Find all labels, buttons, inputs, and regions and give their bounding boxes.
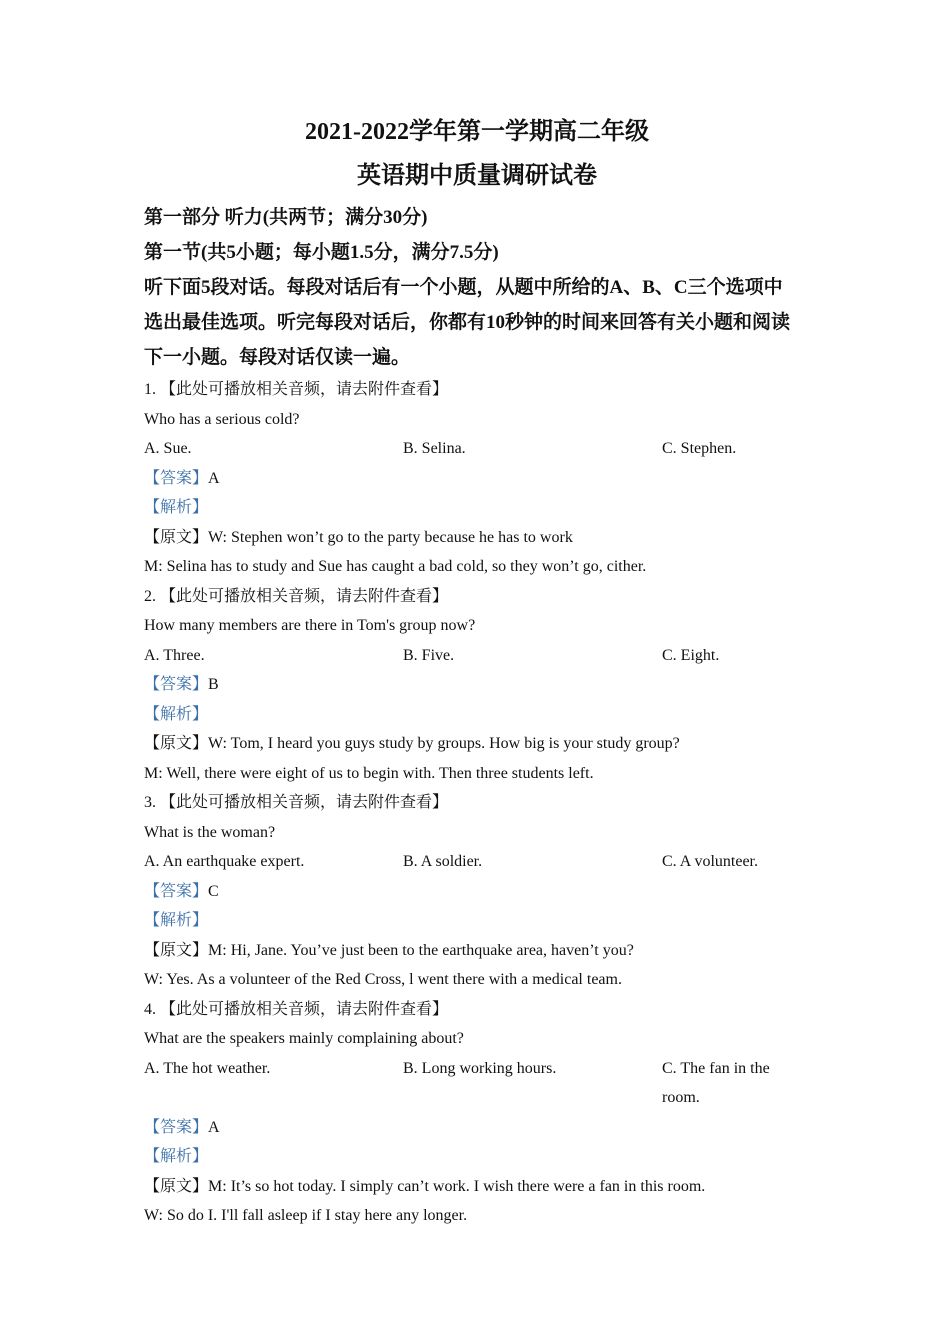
analysis-line	[144, 1142, 810, 1172]
instruction-line: 选出最佳选项。听完每段对话后，你都有10秒钟的时间来回答有关小题和阅读	[144, 312, 791, 333]
option-c: C. Eight.	[662, 646, 720, 664]
option-c: C. A volunteer.	[662, 853, 758, 870]
transcript-label: 【原文】	[144, 735, 209, 752]
question-block	[144, 788, 810, 995]
option-a: A. An earthquake expert.	[144, 853, 305, 870]
transcript-line: W: Yes. As a volunteer of the Red Cross, l went there with a medical team.	[144, 971, 622, 988]
option-a: A. Sue.	[144, 440, 192, 457]
analysis-label: 【解析】	[144, 912, 209, 929]
answer-value: B	[208, 676, 219, 693]
transcript-line	[144, 936, 810, 966]
section-heading: 第一节(共5小题；每小题1.5分，满分7.5分)	[144, 242, 499, 263]
analysis-line	[144, 493, 810, 523]
transcript-label: 【原文】	[144, 1177, 209, 1195]
audio-placeholder[interactable]: 3. 【此处可播放相关音频，请去附件查看】	[144, 794, 449, 811]
exam-title-line1: 2021-2022学年第一学期高二年级	[305, 119, 649, 145]
answer-value: A	[208, 1118, 220, 1136]
answer-line	[144, 464, 810, 494]
answer-value: A	[208, 469, 220, 487]
option-b: B. Five.	[403, 646, 455, 664]
question-text: Who has a serious cold?	[144, 410, 300, 428]
option-b: B. A soldier.	[403, 853, 483, 870]
question-block	[144, 375, 810, 582]
option-c: C. The fan in the room.	[662, 1059, 770, 1106]
transcript-line: M: Well, there were eight of us to begin with. Then three students left.	[144, 764, 594, 782]
question-block	[144, 582, 810, 789]
question-block	[144, 995, 810, 1231]
transcript-text: W: Tom, I heard you guys study by groups. How big is your study group?	[208, 735, 680, 752]
transcript-label: 【原文】	[144, 528, 209, 546]
question-text: What is the woman?	[144, 823, 276, 841]
analysis-label: 【解析】	[144, 705, 209, 723]
option-b: B. Selina.	[403, 440, 466, 457]
instruction-line: 下一小题。每段对话仅读一遍。	[144, 347, 411, 368]
analysis-line	[144, 906, 810, 936]
options-row	[144, 1054, 810, 1113]
answer-label: 【答案】	[144, 676, 209, 693]
transcript-line	[144, 523, 810, 553]
transcript-text: M: It’s so hot today. I simply can’t work. I wish there were a fan in this room.	[208, 1177, 706, 1195]
transcript-line: M: Selina has to study and Sue has caught a bad cold, so they won’t go, cither.	[144, 558, 647, 575]
transcript-line	[144, 729, 810, 759]
answer-line	[144, 670, 810, 700]
answer-label: 【答案】	[144, 1118, 209, 1136]
audio-placeholder[interactable]: 2. 【此处可播放相关音频，请去附件查看】	[144, 587, 449, 605]
option-a: A. The hot weather.	[144, 1059, 271, 1077]
option-b: B. Long working hours.	[403, 1059, 557, 1077]
audio-placeholder[interactable]: 4. 【此处可播放相关音频，请去附件查看】	[144, 1000, 449, 1018]
transcript-text: W: Stephen won’t go to the party because he has to work	[208, 528, 573, 546]
answer-line	[144, 877, 810, 907]
transcript-line: W: So do I. I'll fall asleep if I stay here any longer.	[144, 1207, 468, 1224]
audio-placeholder[interactable]: 1. 【此处可播放相关音频，请去附件查看】	[144, 381, 449, 398]
answer-value: C	[208, 882, 219, 900]
options-row	[144, 641, 810, 671]
answer-line	[144, 1113, 810, 1143]
instructions	[144, 270, 810, 375]
options-row	[144, 434, 810, 464]
transcript-label: 【原文】	[144, 941, 209, 959]
part-heading: 第一部分 听力(共两节；满分30分)	[144, 207, 428, 228]
options-row	[144, 847, 810, 877]
instruction-line: 听下面5段对话。每段对话后有一个小题，从题中所给的A、B、C三个选项中	[144, 277, 783, 298]
exam-title-line2: 英语期中质量调研试卷	[357, 163, 597, 189]
analysis-line	[144, 700, 810, 730]
answer-label: 【答案】	[144, 882, 209, 900]
option-c: C. Stephen.	[662, 440, 737, 457]
analysis-label: 【解析】	[144, 499, 209, 516]
document-content	[144, 114, 810, 1231]
transcript-text: M: Hi, Jane. You’ve just been to the earthquake area, haven’t you?	[208, 941, 634, 959]
question-text: What are the speakers mainly complaining about?	[144, 1030, 464, 1047]
question-text: How many members are there in Tom's group now?	[144, 617, 476, 634]
transcript-line	[144, 1172, 810, 1202]
analysis-label: 【解析】	[144, 1148, 209, 1165]
option-a: A. Three.	[144, 646, 205, 664]
answer-label: 【答案】	[144, 469, 209, 487]
